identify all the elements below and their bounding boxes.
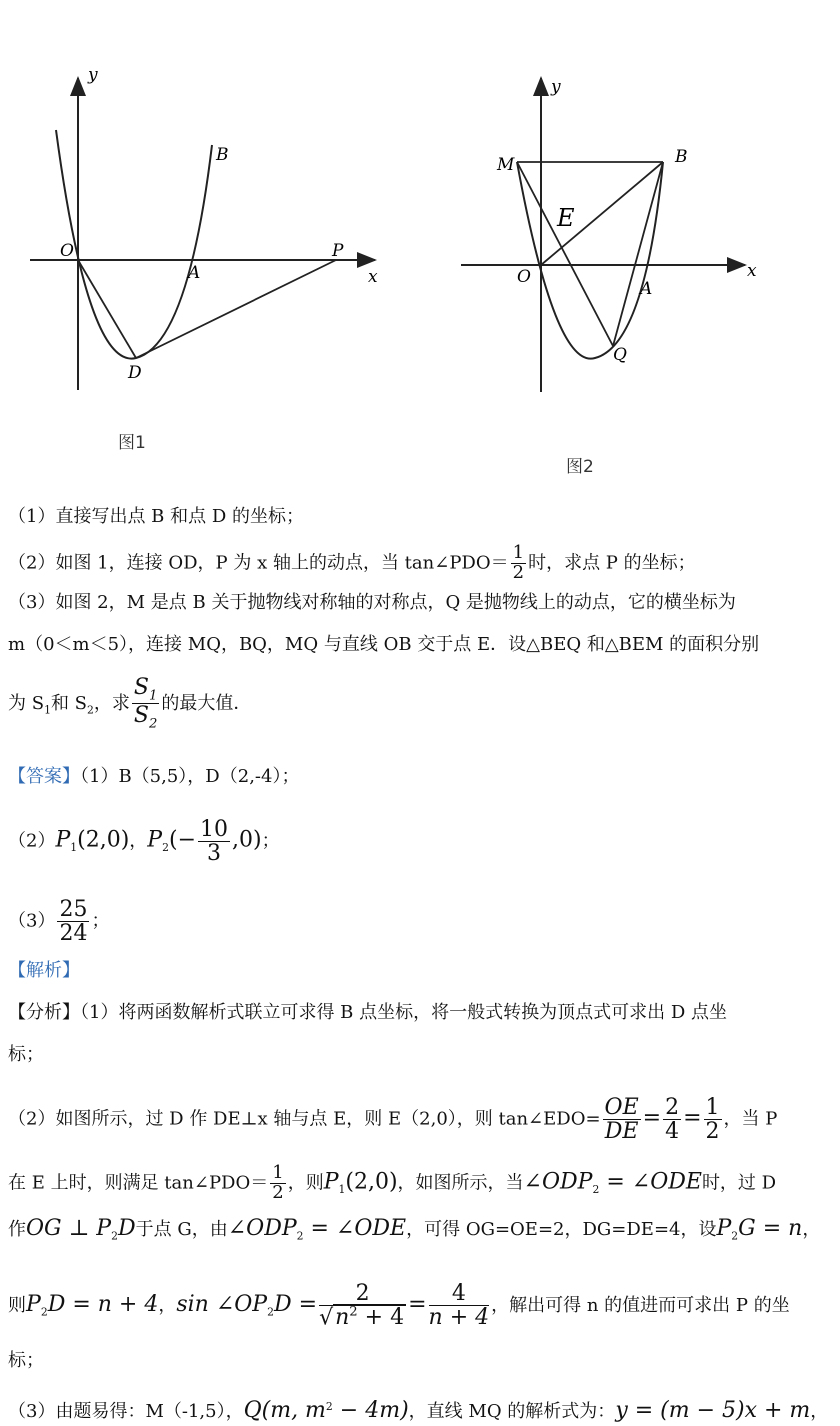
q2-text-a: （2）如图 1，连接 OD，P 为 x 轴上的动点，当 tan∠PDO＝ bbox=[8, 552, 509, 574]
fx-tag: 【分析】 bbox=[8, 1002, 80, 1023]
eq-1: = bbox=[642, 1105, 662, 1131]
p2-open: (− bbox=[168, 827, 197, 853]
q1-text: （1）直接写出点 B 和点 D 的坐标； bbox=[8, 506, 304, 527]
answer-2-prefix: （2） bbox=[8, 830, 56, 852]
frac-den: 2 bbox=[512, 561, 525, 583]
odp2-left-2: ∠ODP bbox=[227, 1216, 297, 1241]
answer-1 bbox=[8, 764, 832, 790]
fig1-label-P: P bbox=[332, 241, 344, 261]
analysis-2-line-2 bbox=[8, 1164, 832, 1203]
four: 4 bbox=[665, 1119, 680, 1145]
fx2-l2d: 时，过 D bbox=[701, 1172, 777, 1194]
question-3-line-1 bbox=[8, 590, 832, 616]
fx2-l4c: ，解出可得 n 的值进而可求出 P 的坐 bbox=[491, 1294, 790, 1316]
fx2-l1b: ，当 P bbox=[723, 1108, 778, 1130]
answer-1-text: （1）B（5,5），D（2,-4）； bbox=[80, 766, 300, 787]
s1-over-s2-fraction bbox=[132, 676, 159, 732]
og-perp-sub: 2 bbox=[111, 1229, 118, 1243]
de: DE bbox=[604, 1119, 639, 1145]
q3-text-l3d: 的最大值． bbox=[161, 692, 252, 714]
one-two-fraction bbox=[704, 1096, 722, 1143]
question-2 bbox=[8, 544, 832, 583]
two-den: 2 bbox=[705, 1119, 720, 1145]
fig1-label-y: y bbox=[88, 65, 98, 85]
odp2-sub-2: 2 bbox=[296, 1229, 304, 1243]
figure-1 bbox=[20, 60, 400, 400]
p1-sub: 1 bbox=[70, 841, 78, 855]
answer-3-end: ； bbox=[91, 910, 110, 932]
analysis-2-line-5 bbox=[8, 1348, 832, 1374]
p2g-rest: G = n bbox=[738, 1216, 803, 1241]
ans3-den: 24 bbox=[59, 921, 88, 947]
fx2-l2a: 在 E 上时，则满足 tan∠PDO＝ bbox=[8, 1172, 269, 1194]
p2g-sub: 2 bbox=[731, 1229, 739, 1243]
p2d-rest: D = n + 4 bbox=[47, 1291, 159, 1317]
p2-den: 3 bbox=[207, 841, 222, 867]
fig2-label-x: x bbox=[747, 261, 757, 281]
odp2-sub: 2 bbox=[592, 1182, 600, 1196]
fx3-c: ， bbox=[810, 1401, 829, 1422]
fx2-l3-end: ， bbox=[802, 1219, 821, 1240]
q2-text-b: 时，求点 P 的坐标； bbox=[528, 552, 696, 574]
fx2-l3a: 作 bbox=[8, 1219, 26, 1240]
answer-2 bbox=[8, 818, 832, 865]
odp2-eq: = ∠ODE bbox=[599, 1169, 702, 1195]
answer-2-end: ； bbox=[261, 830, 280, 852]
figure-2 bbox=[455, 70, 785, 400]
answer-2-sep: ， bbox=[129, 830, 148, 852]
fx2-l4a: 则 bbox=[8, 1294, 26, 1316]
fx2-l3c: ，可得 OG=OE=2，DG=DE=4，设 bbox=[406, 1219, 717, 1240]
fx3-a: （3）由题易得：M（-1,5）， bbox=[8, 1401, 244, 1422]
answer-tag: 【答案】 bbox=[8, 766, 80, 787]
figure-1-caption: 图1 bbox=[118, 433, 146, 453]
s2-symbol: S bbox=[133, 703, 149, 729]
fig1-label-D: D bbox=[128, 363, 142, 383]
sin-den-sq: 2 bbox=[349, 1305, 358, 1321]
sin-den-rest: + 4 bbox=[364, 1305, 405, 1331]
fx2-l4b: ， bbox=[158, 1294, 177, 1316]
fx2-l2b: ，则 bbox=[287, 1172, 324, 1194]
fig2-label-M: M bbox=[497, 155, 515, 175]
analysis-1-line-1 bbox=[8, 1000, 832, 1026]
fig2-label-E: E bbox=[557, 204, 575, 232]
fx2-l2c: ，如图所示，当 bbox=[397, 1172, 524, 1194]
q3-text-l2: m（0＜m＜5），连接 MQ，BQ，MQ 与直线 OB 交于点 E．设△BEQ 和△BEM 的面积分别 bbox=[8, 634, 760, 655]
q3-text-l3a: 为 S bbox=[8, 692, 45, 714]
analysis-1-line-2 bbox=[8, 1042, 832, 1068]
fig1-label-x: x bbox=[368, 267, 378, 287]
analysis-2-line-4 bbox=[8, 1282, 832, 1330]
p2d: P bbox=[26, 1291, 41, 1317]
p1-value: (2,0) bbox=[77, 827, 130, 853]
p2g: P bbox=[716, 1216, 732, 1241]
fx1-l2: 标； bbox=[8, 1044, 44, 1065]
answer-3-prefix: （3） bbox=[8, 910, 56, 932]
p1-value-2: (2,0) bbox=[345, 1169, 398, 1195]
q-expr: Q(m, m bbox=[243, 1398, 326, 1423]
analysis-2-line-1 bbox=[8, 1096, 832, 1143]
analysis-tag-line bbox=[8, 958, 832, 984]
fig2-label-Q: Q bbox=[613, 345, 627, 365]
analysis-3-line-1 bbox=[8, 1394, 832, 1425]
fx2-l3b: 于点 G，由 bbox=[135, 1219, 228, 1240]
sin-num2: 4 bbox=[429, 1282, 490, 1306]
half-den-2: 2 bbox=[272, 1181, 284, 1203]
p2-close: ,0) bbox=[232, 827, 262, 853]
odp2-left: ∠ODP bbox=[523, 1169, 593, 1195]
half-fraction bbox=[511, 544, 526, 583]
sin-fraction-1: $\frac{2}{√n^2 + 4}$ bbox=[319, 1281, 405, 1331]
one: 1 bbox=[705, 1095, 720, 1120]
sin-den-n: n bbox=[335, 1305, 350, 1331]
answer-3-fraction bbox=[57, 898, 89, 945]
fig1-label-A: A bbox=[188, 263, 201, 283]
p2-fraction bbox=[198, 818, 230, 865]
q-rest: − 4m) bbox=[332, 1398, 409, 1423]
q3-text-l3c: ，求 bbox=[93, 692, 130, 714]
p1-symbol-2: P bbox=[323, 1169, 339, 1195]
fig1-label-O: O bbox=[60, 241, 74, 261]
oe-de-fraction bbox=[603, 1096, 641, 1143]
eq-3: = bbox=[408, 1291, 427, 1317]
figure-2-caption: 图2 bbox=[566, 457, 594, 477]
og-perp: OG ⊥ P bbox=[26, 1216, 112, 1241]
p2-symbol: P bbox=[147, 827, 163, 853]
sin-d: D = bbox=[273, 1291, 318, 1317]
p1-sub-2: 1 bbox=[338, 1182, 346, 1196]
p2-num: 10 bbox=[200, 817, 229, 842]
answer-3 bbox=[8, 898, 832, 945]
fx2-l5: 标； bbox=[8, 1350, 44, 1371]
fig2-label-O: O bbox=[517, 267, 531, 287]
sin-sub: 2 bbox=[267, 1305, 274, 1319]
s2-frac-sub: 2 bbox=[148, 716, 158, 732]
og-d: D bbox=[117, 1216, 136, 1241]
sin-fraction-2 bbox=[429, 1282, 490, 1329]
fx2-l1a: （2）如图所示，过 D 作 DE⊥x 轴与点 E，则 E（2,0），则 tan∠EDO= bbox=[8, 1108, 601, 1130]
fx3-b: ，直线 MQ 的解析式为： bbox=[408, 1401, 616, 1422]
s1-symbol: S bbox=[133, 675, 149, 700]
p2-sub: 2 bbox=[162, 841, 169, 855]
question-3-line-3 bbox=[8, 676, 832, 732]
eq-2: = bbox=[683, 1105, 702, 1131]
s1-frac-sub: 1 bbox=[148, 688, 158, 704]
sin-num: 2 bbox=[319, 1282, 406, 1306]
sin-left: sin ∠OP bbox=[176, 1291, 268, 1317]
fx1-l1: （1）将两函数解析式联立可求得 B 点坐标，将一般式转换为顶点式可求出 D 点坐 bbox=[80, 1002, 727, 1023]
question-1 bbox=[8, 504, 832, 530]
fig2-label-B: B bbox=[675, 147, 688, 167]
s1-sub: 1 bbox=[44, 703, 51, 717]
p2d-sub: 2 bbox=[40, 1305, 48, 1319]
analysis-tag: 【解析】 bbox=[8, 960, 80, 981]
q3-text-l3b: 和 S bbox=[50, 692, 87, 714]
fig2-label-A: A bbox=[640, 279, 653, 299]
y-expr: y = (m − 5)x + m bbox=[615, 1398, 811, 1423]
fig1-label-B: B bbox=[216, 145, 229, 165]
sin-den2: n + 4 bbox=[428, 1305, 490, 1331]
ans3-num: 25 bbox=[59, 897, 88, 922]
oe: OE bbox=[604, 1095, 639, 1120]
q-sq: 2 bbox=[325, 1400, 333, 1413]
question-3-line-2 bbox=[8, 632, 832, 658]
p1-symbol: P bbox=[55, 827, 71, 853]
fig2-label-y: y bbox=[551, 77, 561, 97]
q3-text-l1: （3）如图 2，M 是点 B 关于抛物线对称轴的对称点，Q 是抛物线上的动点，它的横坐标为 bbox=[8, 592, 736, 613]
half-fraction-2 bbox=[270, 1164, 285, 1203]
s2-sub: 2 bbox=[87, 703, 94, 717]
half-num-2: 1 bbox=[272, 1162, 284, 1183]
odp2-eq-2: = ∠ODE bbox=[303, 1216, 407, 1241]
frac-num: 1 bbox=[512, 542, 525, 563]
two-four-fraction bbox=[663, 1096, 681, 1143]
two: 2 bbox=[665, 1095, 680, 1120]
analysis-2-line-3 bbox=[8, 1216, 832, 1250]
